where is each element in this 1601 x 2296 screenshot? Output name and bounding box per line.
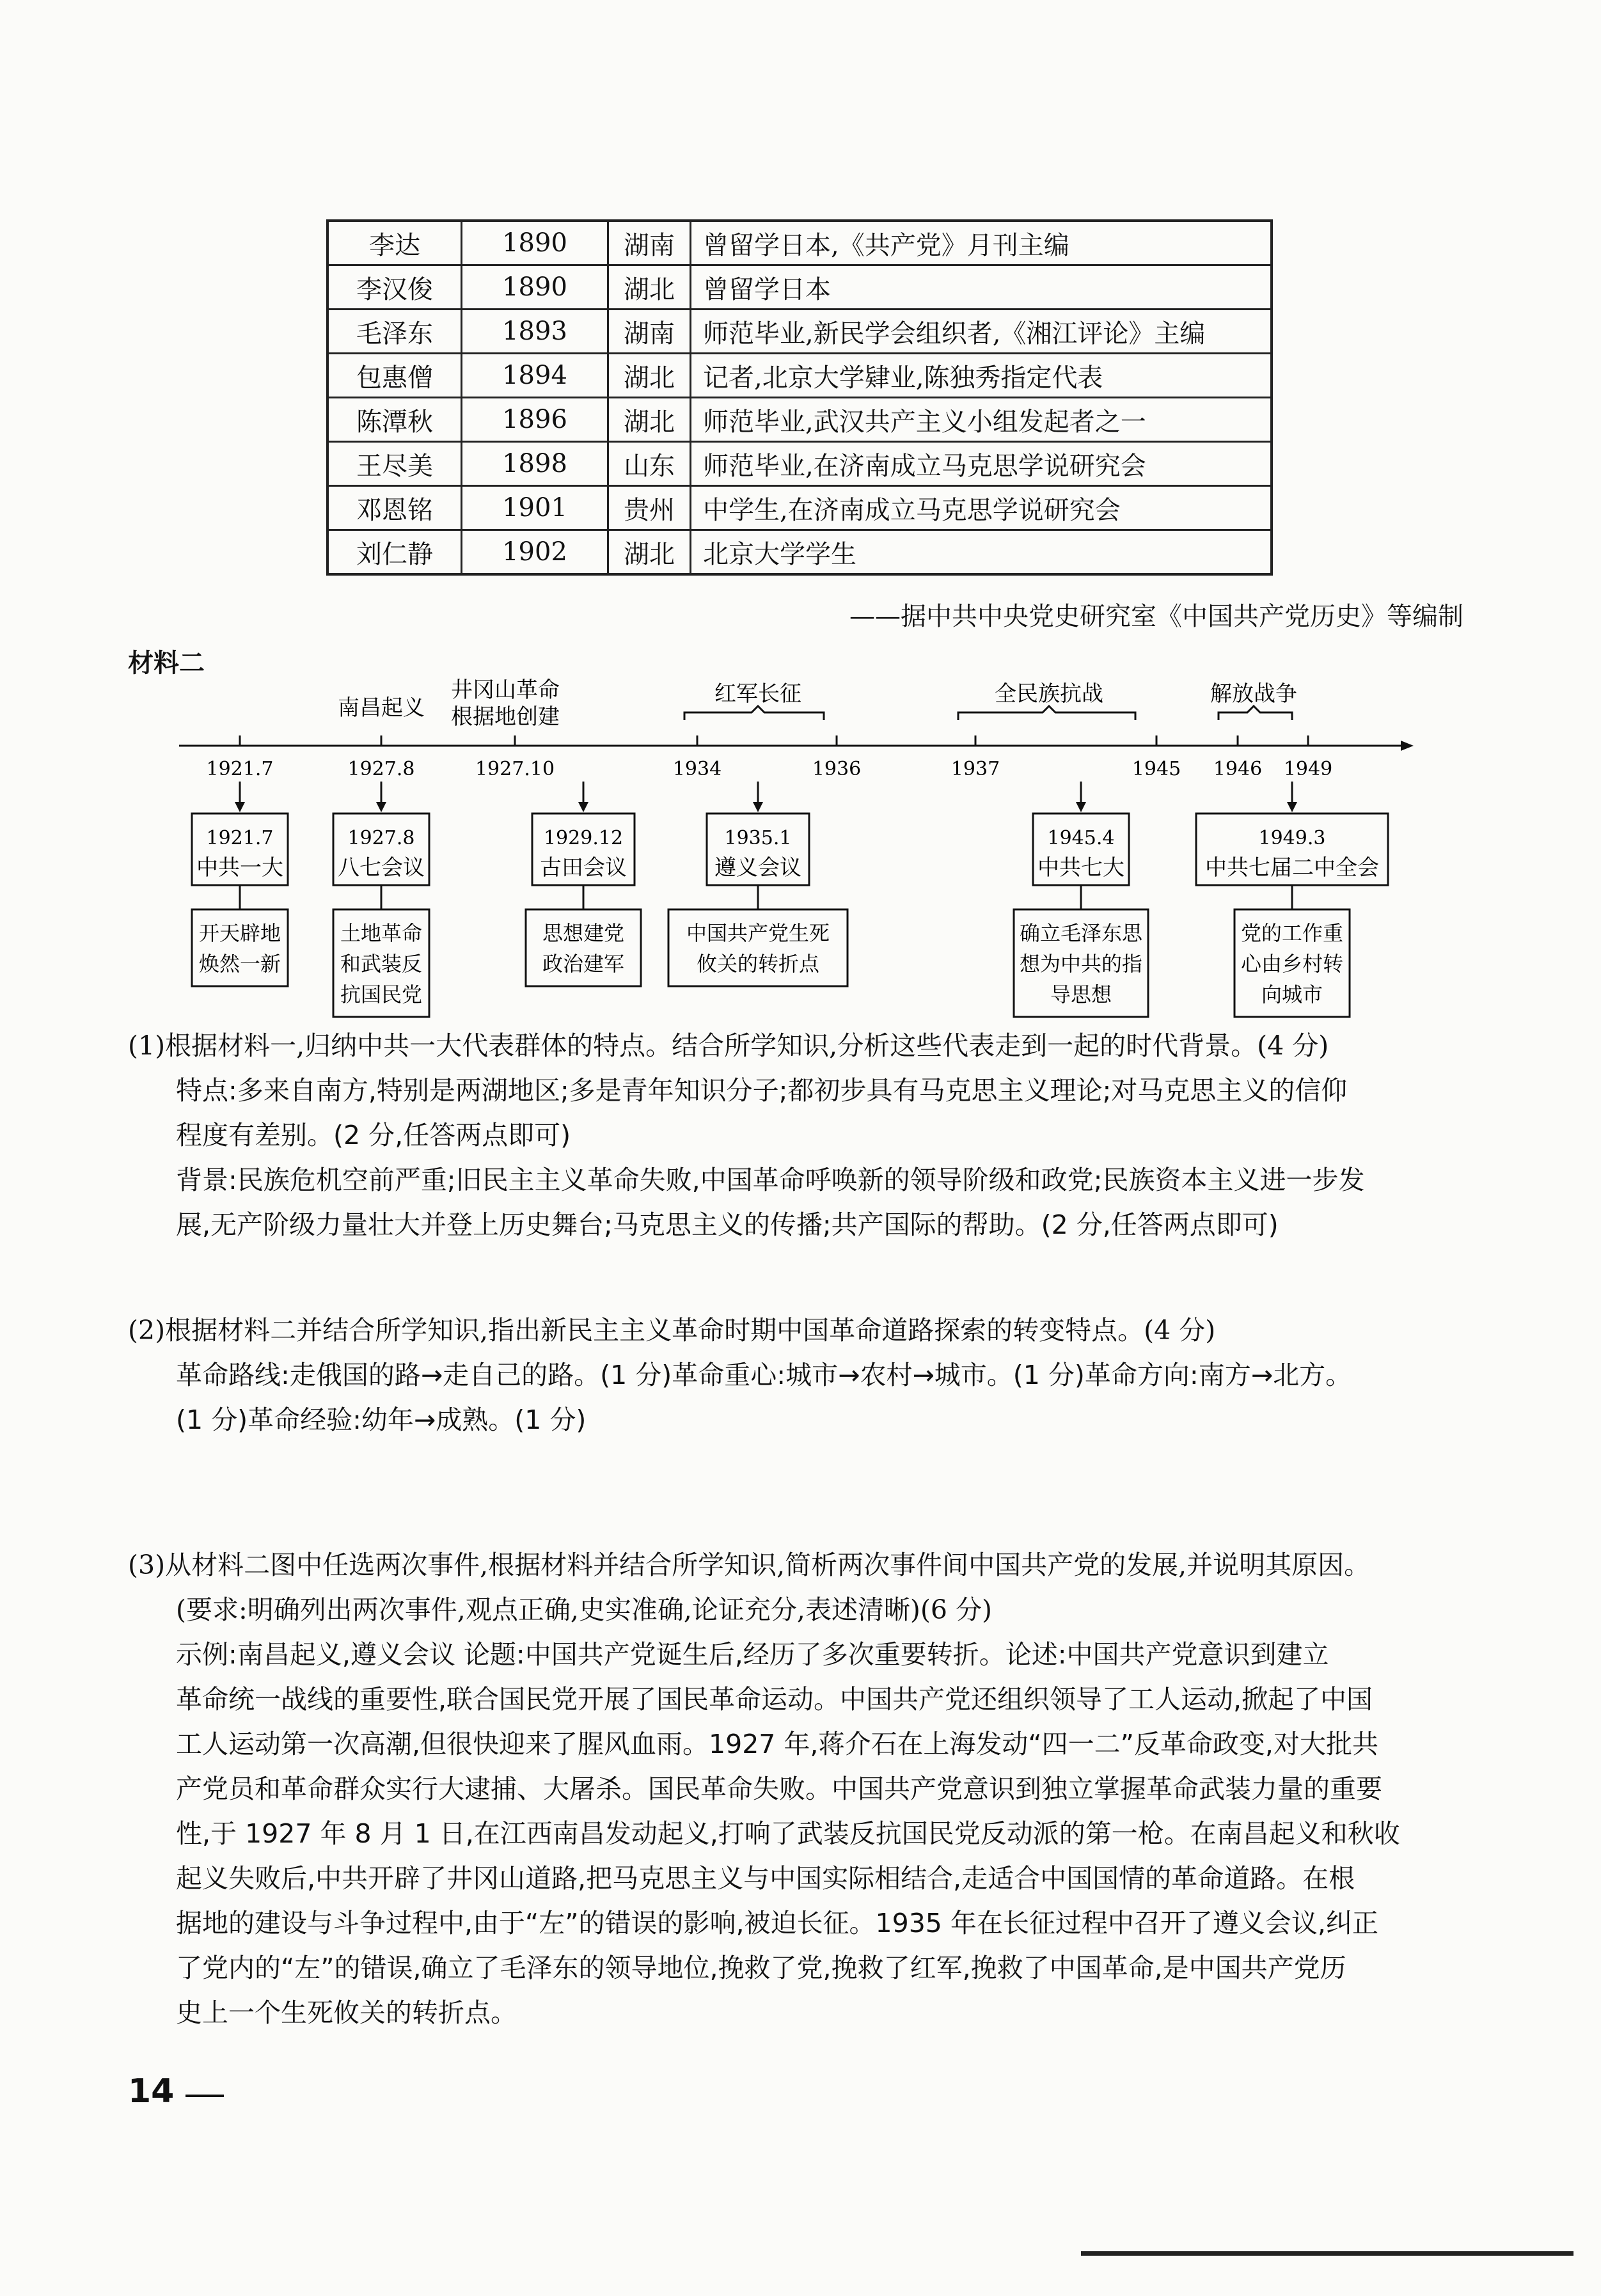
description-cell: 记者,北京大学肄业,陈独秀指定代表 — [691, 354, 1272, 398]
timeline-tick-label: 1934 — [672, 758, 722, 780]
question-3-answer-line: 性,于 1927 年 8 月 1 日,在江西南昌发动起义,打响了武装反抗国民党反动派的第一枪。在南昌起义和秋收 — [176, 1818, 1400, 1849]
timeline-tick-label: 1936 — [812, 758, 862, 780]
table-source: ——据中共中央党史研究室《中国共产党历史》等编制 — [849, 602, 1463, 631]
event-arrow-head — [1076, 802, 1086, 812]
description-cell: 师范毕业,在济南成立马克思学说研究会 — [691, 442, 1272, 486]
event-date: 1949.3 — [1258, 827, 1326, 849]
label-nanchang: 南昌起义 — [338, 695, 425, 721]
timeline-tick-label: 1937 — [950, 758, 1000, 780]
event-date: 1935.1 — [724, 827, 792, 849]
delegate-name-cell: 包惠僧 — [327, 354, 462, 398]
label-longmarch: 红军长征 — [714, 681, 801, 707]
question-1 — [128, 1023, 1478, 1247]
delegate-name-cell: 邓恩铭 — [327, 486, 462, 530]
delegate-name-cell: 李达 — [327, 221, 462, 265]
question-1-answer-2b: 展,无产阶级力量壮大并登上历史舞台;马克思主义的传播;共产国际的帮助。(2 分,任答两点即可) — [176, 1209, 1279, 1240]
significance-line: 土地革命 — [340, 921, 423, 945]
event-date: 1929.12 — [543, 827, 624, 849]
brace-antijapan — [958, 706, 1135, 720]
timeline-tick-label: 1946 — [1213, 758, 1263, 780]
table-row — [327, 486, 1272, 530]
significance-line: 政治建军 — [542, 952, 625, 976]
delegate-name-cell: 李汉俊 — [327, 265, 462, 310]
event-name: 中共一大 — [196, 855, 283, 881]
description-cell: 师范毕业,新民学会组织者,《湘江评论》主编 — [691, 310, 1272, 354]
question-2-stem: (2)根据材料二并结合所学知识,指出新民主主义革命时期中国革命道路探索的转变特点。(4 分) — [128, 1315, 1216, 1346]
description-cell: 曾留学日本 — [691, 265, 1272, 310]
question-3-answer-line: 起义失败后,中共开辟了井冈山道路,把马克思主义与中国实际相结合,走适合中国国情的革命道路。在根 — [176, 1863, 1355, 1894]
significance-line: 确立毛泽东思 — [1019, 921, 1143, 945]
timeline-tick-label: 1949 — [1283, 758, 1333, 780]
bottom-rule — [1081, 2251, 1573, 2256]
timeline-tick-label: 1927.10 — [475, 758, 555, 780]
question-1-answer-1: 特点:多来自南方,特别是两湖地区;多是青年知识分子;都初步具有马克思主义理论;对马克思主义的信仰 — [176, 1075, 1348, 1106]
question-1-answer-2: 背景:民族危机空前严重;旧民主主义革命失败,中国革命呼唤新的领导阶级和政党;民族资本主义进一步发 — [176, 1165, 1365, 1195]
birth-year-cell: 1893 — [462, 310, 608, 354]
province-cell: 贵州 — [608, 486, 691, 530]
label-antijapan: 全民族抗战 — [995, 681, 1103, 707]
description-cell: 曾留学日本,《共产党》月刊主编 — [691, 221, 1272, 265]
significance-line: 向城市 — [1261, 982, 1323, 1007]
question-1-stem: (1)根据材料一,归纳中共一大代表群体的特点。结合所学知识,分析这些代表走到一起的时代背景。(4 分) — [128, 1030, 1329, 1061]
significance-line: 焕然一新 — [198, 952, 281, 976]
brace-liberation — [1218, 706, 1292, 720]
timeline-arrowhead — [1401, 741, 1414, 751]
question-3-answer-line: 史上一个生死攸关的转折点。 — [176, 1997, 517, 2028]
question-3-answer-line: 工人运动第一次高潮,但很快迎来了腥风血雨。1927 年,蒋介石在上海发动“四一二”反革命政变,对大批共 — [176, 1729, 1378, 1759]
table-row — [327, 310, 1272, 354]
significance-line: 抗国民党 — [340, 982, 423, 1007]
event-name: 古田会议 — [540, 855, 627, 881]
birth-year-cell: 1901 — [462, 486, 608, 530]
question-3-requirement: (要求:明确列出两次事件,观点正确,史实准确,论证充分,表述清晰)(6 分) — [176, 1594, 993, 1625]
event-name: 八七会议 — [338, 855, 425, 881]
description-cell: 中学生,在济南成立马克思学说研究会 — [691, 486, 1272, 530]
table-row — [327, 398, 1272, 442]
question-1-answer-1b: 程度有差别。(2 分,任答两点即可) — [176, 1120, 571, 1151]
event-arrow-head — [1287, 802, 1297, 812]
province-cell: 湖南 — [608, 221, 691, 265]
birth-year-cell: 1894 — [462, 354, 608, 398]
question-3-answer-line: 示例:南昌起义,遵义会议 论题:中国共产党诞生后,经历了多次重要转折。论述:中国共产党意识到建立 — [176, 1639, 1329, 1670]
significance-line: 党的工作重 — [1240, 921, 1344, 945]
label-jinggang-2: 根据地创建 — [451, 704, 560, 730]
delegate-name-cell: 陈潭秋 — [327, 398, 462, 442]
timeline-tick-label: 1921.7 — [206, 758, 274, 780]
table-row — [327, 530, 1272, 575]
event-date: 1927.8 — [347, 827, 415, 849]
question-3-stem: (3)从材料二图中任选两次事件,根据材料并结合所学知识,简析两次事件间中国共产党的发展,并说明其原因。 — [128, 1550, 1371, 1580]
significance-line: 导思想 — [1050, 982, 1112, 1007]
birth-year-cell: 1902 — [462, 530, 608, 575]
province-cell: 湖北 — [608, 354, 691, 398]
question-3-answer-line: 据地的建设与斗争过程中,由于“左”的错误的影响,被迫长征。1935 年在长征过程中召开了遵义会议,纠正 — [176, 1908, 1378, 1938]
revolution-timeline — [0, 672, 1601, 1030]
significance-line: 思想建党 — [542, 921, 625, 945]
province-cell: 湖北 — [608, 530, 691, 575]
province-cell: 湖北 — [608, 265, 691, 310]
province-cell: 湖北 — [608, 398, 691, 442]
label-jinggang-1: 井冈山革命 — [451, 677, 560, 703]
description-cell: 师范毕业,武汉共产主义小组发起者之一 — [691, 398, 1272, 442]
timeline-tick-label: 1945 — [1132, 758, 1181, 780]
birth-year-cell: 1890 — [462, 265, 608, 310]
question-3-answer-line: 产党员和革命群众实行大逮捕、大屠杀。国民革命失败。中国共产党意识到独立掌握革命武装力量的重要 — [176, 1773, 1382, 1804]
page-number-dash — [185, 2095, 224, 2097]
timeline-tick-label: 1927.8 — [347, 758, 415, 780]
event-arrow-head — [376, 802, 386, 812]
event-name: 中共七届二中全会 — [1205, 855, 1379, 881]
significance-line: 开天辟地 — [198, 921, 281, 945]
delegate-name-cell: 毛泽东 — [327, 310, 462, 354]
table-row — [327, 354, 1272, 398]
significance-line: 攸关的转折点 — [696, 952, 820, 976]
question-2 — [128, 1308, 1478, 1442]
significance-line: 想为中共的指 — [1019, 952, 1143, 976]
table-row — [327, 221, 1272, 265]
description-cell: 北京大学学生 — [691, 530, 1272, 575]
province-cell: 湖南 — [608, 310, 691, 354]
event-arrow-head — [753, 802, 763, 812]
significance-line: 中国共产党生死 — [686, 921, 830, 945]
question-3-answer-line: 革命统一战线的重要性,联合国民党开展了国民革命运动。中国共产党还组织领导了工人运动,掀起了中国 — [176, 1684, 1373, 1715]
event-name: 中共七大 — [1037, 855, 1124, 881]
material-2-label: 材料二 — [128, 649, 205, 678]
question-2-answer-1b: (1 分)革命经验:幼年→成熟。(1 分) — [176, 1404, 587, 1435]
event-name: 遵义会议 — [714, 855, 801, 881]
birth-year-cell: 1890 — [462, 221, 608, 265]
table-row — [327, 442, 1272, 486]
question-3-answer-line: 了党内的“左”的错误,确立了毛泽东的领导地位,挽救了党,挽救了红军,挽救了中国革命,是中国共产党历 — [176, 1953, 1346, 1983]
event-arrow-head — [578, 802, 588, 812]
brace-longmarch — [684, 706, 824, 720]
province-cell: 山东 — [608, 442, 691, 486]
page-number: 14 — [128, 2072, 175, 2111]
delegate-name-cell: 刘仁静 — [327, 530, 462, 575]
question-2-answer-1: 革命路线:走俄国的路→走自己的路。(1 分)革命重心:城市→农村→城市。(1 分)革命方向:南方→北方。 — [176, 1360, 1352, 1390]
table-row — [327, 265, 1272, 310]
significance-line: 心由乡村转 — [1240, 952, 1344, 976]
significance-line: 和武装反 — [340, 952, 423, 976]
birth-year-cell: 1898 — [462, 442, 608, 486]
delegate-name-cell: 王尽美 — [327, 442, 462, 486]
delegates-table — [326, 219, 1273, 576]
event-arrow-head — [235, 802, 245, 812]
label-liberation: 解放战争 — [1210, 681, 1297, 707]
question-3 — [128, 1543, 1478, 2035]
birth-year-cell: 1896 — [462, 398, 608, 442]
event-date: 1921.7 — [206, 827, 274, 849]
event-date: 1945.4 — [1047, 827, 1115, 849]
